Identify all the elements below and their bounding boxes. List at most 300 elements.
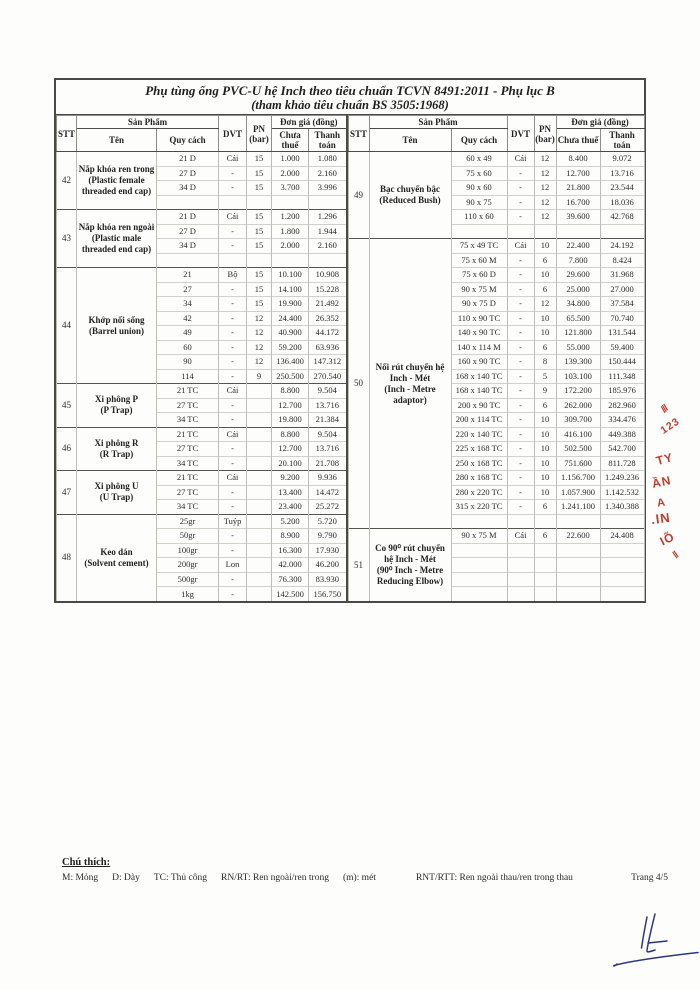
unit-cell: Cái <box>219 152 247 167</box>
price-with-tax-cell: 1.142.532 <box>600 485 644 500</box>
pn-cell: 15 <box>247 224 272 239</box>
col-header-dvt: DVT <box>507 116 534 152</box>
pn-cell: 12 <box>247 311 272 326</box>
unit-cell: - <box>507 471 534 486</box>
price-before-tax-cell <box>556 587 600 602</box>
price-with-tax-cell <box>600 224 644 239</box>
pn-cell <box>534 224 556 239</box>
price-with-tax-cell <box>600 514 644 529</box>
spec-cell <box>451 514 507 529</box>
pn-cell: 15 <box>247 297 272 312</box>
stt-cell: 46 <box>57 427 77 471</box>
red-stamp-partial <box>648 400 700 570</box>
spec-cell: 500gr <box>157 572 219 587</box>
pn-cell: 10 <box>534 485 556 500</box>
table-row <box>57 268 347 283</box>
unit-cell: - <box>219 224 247 239</box>
price-before-tax-cell: 250.500 <box>272 369 309 384</box>
pn-cell: 12 <box>247 340 272 355</box>
price-with-tax-cell: 46.200 <box>309 558 347 573</box>
spec-cell <box>451 572 507 587</box>
price-before-tax-cell <box>556 558 600 573</box>
col-header-chua-thue: Chưa thuế <box>556 129 600 152</box>
pn-cell: 6 <box>534 253 556 268</box>
stt-cell: 45 <box>57 384 77 428</box>
price-with-tax-cell: 9.072 <box>600 152 644 167</box>
price-before-tax-cell: 121.800 <box>556 326 600 341</box>
table-title-line2: (tham khảo tiêu chuẩn BS 3505:1968) <box>251 98 449 112</box>
price-before-tax-cell: 34.800 <box>556 297 600 312</box>
pn-cell: 12 <box>534 210 556 225</box>
price-with-tax-cell: 9.790 <box>309 529 347 544</box>
pn-cell <box>534 572 556 587</box>
price-before-tax-cell: 1.200 <box>272 210 309 225</box>
table-body-right <box>348 152 644 602</box>
price-with-tax-cell: 13.716 <box>309 442 347 457</box>
price-before-tax-cell: 502.500 <box>556 442 600 457</box>
unit-cell <box>507 572 534 587</box>
unit-cell: - <box>219 369 247 384</box>
pn-label: PN <box>253 123 266 134</box>
unit-cell <box>507 587 534 602</box>
col-header-ten: Tên <box>77 129 157 152</box>
price-with-tax-cell: 2.160 <box>309 239 347 254</box>
spec-cell: 27 <box>157 282 219 297</box>
table-row <box>57 427 347 442</box>
spec-cell: 34 TC <box>157 456 219 471</box>
spec-cell: 110 x 90 TC <box>451 311 507 326</box>
price-before-tax-cell: 142.500 <box>272 587 309 602</box>
col-header-stt: STT <box>57 116 77 152</box>
table-row <box>348 529 644 544</box>
pn-cell: 6 <box>534 282 556 297</box>
abbr-rntrtt: RNT/RTT: Ren ngoài thau/ren trong thau <box>415 873 573 883</box>
unit-cell: - <box>219 572 247 587</box>
pn-cell: 15 <box>247 282 272 297</box>
price-before-tax-cell <box>556 514 600 529</box>
unit-cell: - <box>507 210 534 225</box>
footnote-heading: Chú thích: <box>62 857 111 868</box>
unit-cell <box>507 224 534 239</box>
pn-cell: 6 <box>534 398 556 413</box>
spec-cell: 21 TC <box>157 384 219 399</box>
col-header-quy-cach: Quy cách <box>157 129 219 152</box>
spec-cell: 21 TC <box>157 471 219 486</box>
spec-cell: 75 x 60 D <box>451 268 507 283</box>
price-before-tax-cell: 8.400 <box>556 152 600 167</box>
price-before-tax-cell <box>272 253 309 268</box>
spec-cell: 34 D <box>157 181 219 196</box>
price-with-tax-cell <box>600 558 644 573</box>
price-before-tax-cell: 16.300 <box>272 543 309 558</box>
unit-cell: - <box>219 166 247 181</box>
price-before-tax-cell: 10.100 <box>272 268 309 283</box>
stt-cell: 42 <box>57 152 77 210</box>
pn-cell: 10 <box>534 239 556 254</box>
pn-cell <box>534 514 556 529</box>
spec-cell: 21 D <box>157 152 219 167</box>
price-before-tax-cell: 40.900 <box>272 326 309 341</box>
unit-cell: - <box>507 166 534 181</box>
price-with-tax-cell <box>600 587 644 602</box>
pn-cell: 15 <box>247 152 272 167</box>
col-header-dvt: DVT <box>219 116 247 152</box>
unit-cell: - <box>507 311 534 326</box>
price-with-tax-cell: 17.930 <box>309 543 347 558</box>
spec-cell: 160 x 90 TC <box>451 355 507 370</box>
pn-cell <box>247 543 272 558</box>
unit-cell: Tuýp <box>219 514 247 529</box>
price-table-frame <box>54 78 646 603</box>
tables-row <box>56 115 644 601</box>
price-with-tax-cell <box>309 195 347 210</box>
unit-cell: - <box>219 282 247 297</box>
unit-cell: - <box>219 326 247 341</box>
pn-cell: 10 <box>534 442 556 457</box>
spec-cell: 21 TC <box>157 427 219 442</box>
pn-cell: 15 <box>247 239 272 254</box>
pn-cell <box>247 398 272 413</box>
pn-cell <box>534 587 556 602</box>
price-before-tax-cell: 1.156.700 <box>556 471 600 486</box>
stamp-fragment: IÕ <box>657 529 677 549</box>
price-before-tax-cell: 16.700 <box>556 195 600 210</box>
price-before-tax-cell: 2.000 <box>272 239 309 254</box>
price-with-tax-cell: 13.716 <box>309 398 347 413</box>
unit-cell: - <box>507 181 534 196</box>
unit-cell: - <box>507 442 534 457</box>
table-header-right <box>348 116 644 152</box>
price-with-tax-cell: 811.728 <box>600 456 644 471</box>
price-with-tax-cell: 8.424 <box>600 253 644 268</box>
unit-cell: - <box>507 355 534 370</box>
price-before-tax-cell: 136.400 <box>272 355 309 370</box>
col-header-ten: Tên <box>369 129 451 152</box>
unit-cell: Cái <box>507 239 534 254</box>
pn-cell <box>247 471 272 486</box>
pn-cell <box>247 442 272 457</box>
spec-cell: 27 TC <box>157 442 219 457</box>
unit-cell <box>507 558 534 573</box>
table-row <box>57 471 347 486</box>
price-with-tax-cell: 5.720 <box>309 514 347 529</box>
spec-cell <box>157 195 219 210</box>
unit-cell: Lon <box>219 558 247 573</box>
price-with-tax-cell: 282.960 <box>600 398 644 413</box>
unit-cell: - <box>219 297 247 312</box>
stt-cell: 48 <box>57 514 77 601</box>
col-header-san-pham: Sản Phẩm <box>369 116 507 129</box>
pn-cell: 5 <box>534 369 556 384</box>
spec-cell: 90 <box>157 355 219 370</box>
pn-cell <box>247 500 272 515</box>
price-before-tax-cell: 39.600 <box>556 210 600 225</box>
pn-cell: 9 <box>247 369 272 384</box>
price-before-tax-cell: 21.800 <box>556 181 600 196</box>
price-with-tax-cell: 334.476 <box>600 413 644 428</box>
pn-cell: 10 <box>534 427 556 442</box>
unit-cell: - <box>507 485 534 500</box>
col-header-don-gia: Đơn giá (đồng) <box>272 116 347 129</box>
table-row <box>57 514 347 529</box>
pn-unit-label: (bar) <box>249 133 269 144</box>
col-header-pn <box>534 116 556 152</box>
spec-cell: 250 x 168 TC <box>451 456 507 471</box>
pn-cell <box>247 384 272 399</box>
product-name-cell: Co 90⁰ rút chuyển hệ Inch - Mét (90⁰ Inch - Metre Reducing Elbow) <box>369 529 451 602</box>
price-with-tax-cell: 59.400 <box>600 340 644 355</box>
price-with-tax-cell: 9.504 <box>309 384 347 399</box>
pn-cell: 12 <box>534 195 556 210</box>
product-name-cell: Xi phông R (R Trap) <box>77 427 157 471</box>
price-before-tax-cell: 172.200 <box>556 384 600 399</box>
signature-ink <box>605 900 700 975</box>
pn-cell: 10 <box>534 456 556 471</box>
pn-cell <box>247 195 272 210</box>
pn-cell <box>247 427 272 442</box>
spec-cell: 75 x 60 M <box>451 253 507 268</box>
price-before-tax-cell: 262.000 <box>556 398 600 413</box>
col-header-chua-thue: Chưa thuế <box>272 129 309 152</box>
price-before-tax-cell: 12.700 <box>556 166 600 181</box>
spec-cell: 168 x 140 TC <box>451 369 507 384</box>
col-header-san-pham: Sản Phẩm <box>77 116 219 129</box>
price-before-tax-cell: 19.900 <box>272 297 309 312</box>
price-with-tax-cell: 156.750 <box>309 587 347 602</box>
unit-cell <box>219 253 247 268</box>
spec-cell: 27 TC <box>157 485 219 500</box>
price-with-tax-cell: 42.768 <box>600 210 644 225</box>
spec-cell: 168 x 140 TC <box>451 384 507 399</box>
price-with-tax-cell: 31.968 <box>600 268 644 283</box>
spec-cell <box>451 587 507 602</box>
price-with-tax-cell: 21.384 <box>309 413 347 428</box>
unit-cell: - <box>507 427 534 442</box>
price-before-tax-cell: 8.800 <box>272 384 309 399</box>
unit-cell: - <box>507 268 534 283</box>
spec-cell: 110 x 60 <box>451 210 507 225</box>
spec-cell: 114 <box>157 369 219 384</box>
pn-cell: 10 <box>534 413 556 428</box>
price-with-tax-cell: 15.228 <box>309 282 347 297</box>
price-with-tax-cell: 147.312 <box>309 355 347 370</box>
unit-cell: - <box>219 340 247 355</box>
pn-cell <box>247 558 272 573</box>
price-table-right <box>348 115 645 601</box>
abbr-d: D: Dày <box>112 873 140 883</box>
table-row <box>57 384 347 399</box>
pn-cell: 9 <box>534 384 556 399</box>
pn-cell: 12 <box>247 326 272 341</box>
product-name-cell: Khớp nối sống (Barrel union) <box>77 268 157 384</box>
price-before-tax-cell: 309.700 <box>556 413 600 428</box>
pn-cell: 15 <box>247 268 272 283</box>
stt-cell: 51 <box>348 529 369 602</box>
abbr-m: M: Mỏng <box>62 873 99 883</box>
spec-cell: 34 D <box>157 239 219 254</box>
price-with-tax-cell <box>309 253 347 268</box>
pn-cell <box>247 485 272 500</box>
stamp-fragment: .IN <box>650 509 672 528</box>
price-before-tax-cell: 76.300 <box>272 572 309 587</box>
spec-cell: 42 <box>157 311 219 326</box>
spec-cell: 34 TC <box>157 413 219 428</box>
pn-cell <box>247 456 272 471</box>
pn-cell: 15 <box>247 210 272 225</box>
price-with-tax-cell: 270.540 <box>309 369 347 384</box>
pn-cell: 10 <box>534 326 556 341</box>
pn-cell <box>534 558 556 573</box>
product-name-cell: Nắp khóa ren ngoài (Plastic male threaded end cap) <box>77 210 157 268</box>
abbr-rnrt: RN/RT: Ren ngoài/ren trong <box>221 873 329 883</box>
footnote-abbreviations <box>62 873 672 883</box>
spec-cell: 140 x 90 TC <box>451 326 507 341</box>
pn-cell: 8 <box>534 355 556 370</box>
unit-cell: - <box>507 500 534 515</box>
price-before-tax-cell: 1.241.100 <box>556 500 600 515</box>
table-body-left <box>57 152 347 602</box>
price-with-tax-cell: 70.740 <box>600 311 644 326</box>
price-before-tax-cell: 13.400 <box>272 485 309 500</box>
stt-cell: 47 <box>57 471 77 515</box>
price-before-tax-cell: 2.000 <box>272 166 309 181</box>
pn-cell: 12 <box>534 152 556 167</box>
unit-cell: Cái <box>507 529 534 544</box>
spec-cell: 50gr <box>157 529 219 544</box>
pn-cell <box>247 253 272 268</box>
product-name-cell: Keo dán (Solvent cement) <box>77 514 157 601</box>
price-with-tax-cell: 13.716 <box>600 166 644 181</box>
pn-cell <box>534 543 556 558</box>
unit-cell: - <box>219 485 247 500</box>
pn-cell <box>247 529 272 544</box>
stamp-fragment: /// <box>659 403 671 416</box>
spec-cell: 27 D <box>157 224 219 239</box>
price-with-tax-cell: 63.936 <box>309 340 347 355</box>
pn-cell <box>247 587 272 602</box>
pn-cell <box>247 413 272 428</box>
product-name-cell: Xi phông U (U Trap) <box>77 471 157 515</box>
product-name-cell: Bạc chuyển bậc (Reduced Bush) <box>369 152 451 239</box>
spec-cell: 27 D <box>157 166 219 181</box>
price-before-tax-cell: 29.600 <box>556 268 600 283</box>
spec-cell <box>451 558 507 573</box>
table-header-left <box>57 116 347 152</box>
spec-cell: 90 x 60 <box>451 181 507 196</box>
price-with-tax-cell: 131.544 <box>600 326 644 341</box>
price-before-tax-cell: 103.100 <box>556 369 600 384</box>
price-with-tax-cell: 9.504 <box>309 427 347 442</box>
price-with-tax-cell: 26.352 <box>309 311 347 326</box>
price-with-tax-cell: 542.700 <box>600 442 644 457</box>
unit-cell: - <box>219 398 247 413</box>
spec-cell <box>451 224 507 239</box>
unit-cell: - <box>219 500 247 515</box>
price-before-tax-cell: 1.800 <box>272 224 309 239</box>
price-with-tax-cell: 21.708 <box>309 456 347 471</box>
price-before-tax-cell: 751.600 <box>556 456 600 471</box>
pn-cell <box>247 572 272 587</box>
spec-cell <box>451 543 507 558</box>
spec-cell: 60 x 49 <box>451 152 507 167</box>
col-header-stt: STT <box>348 116 369 152</box>
stamp-fragment: TY <box>654 449 675 469</box>
spec-cell: 220 x 140 TC <box>451 427 507 442</box>
abbr-tc: TC: Thủ công <box>153 873 208 883</box>
col-header-thanh-toan: Thanh toán <box>309 129 347 152</box>
pn-cell: 15 <box>247 166 272 181</box>
price-before-tax-cell: 3.700 <box>272 181 309 196</box>
price-table-left <box>56 115 348 601</box>
pn-unit-label: (bar) <box>535 133 555 144</box>
abbr-met: (m): mét <box>342 873 376 883</box>
col-header-pn <box>247 116 272 152</box>
unit-cell: - <box>219 413 247 428</box>
pn-cell: 6 <box>534 529 556 544</box>
unit-cell: - <box>507 413 534 428</box>
stt-cell: 43 <box>57 210 77 268</box>
price-before-tax-cell: 55.000 <box>556 340 600 355</box>
spec-cell: 90 x 75 D <box>451 297 507 312</box>
spec-cell: 21 D <box>157 210 219 225</box>
table-row <box>57 152 347 167</box>
price-with-tax-cell: 27.000 <box>600 282 644 297</box>
col-header-quy-cach: Quy cách <box>451 129 507 152</box>
table-row <box>348 239 644 254</box>
price-with-tax-cell: 44.172 <box>309 326 347 341</box>
unit-cell: - <box>219 529 247 544</box>
price-with-tax-cell: 449.388 <box>600 427 644 442</box>
price-before-tax-cell: 25.000 <box>556 282 600 297</box>
unit-cell: Cái <box>507 152 534 167</box>
col-header-don-gia: Đơn giá (đồng) <box>556 116 644 129</box>
spec-cell: 280 x 220 TC <box>451 485 507 500</box>
price-before-tax-cell <box>556 572 600 587</box>
stamp-fragment: 123 <box>658 415 683 437</box>
price-with-tax-cell: 1.080 <box>309 152 347 167</box>
price-before-tax-cell: 8.900 <box>272 529 309 544</box>
price-with-tax-cell <box>600 543 644 558</box>
pn-cell: 12 <box>247 355 272 370</box>
unit-cell <box>507 514 534 529</box>
price-before-tax-cell: 416.100 <box>556 427 600 442</box>
price-before-tax-cell <box>556 543 600 558</box>
footnote <box>62 857 672 883</box>
pn-cell: 12 <box>534 181 556 196</box>
spec-cell: 27 TC <box>157 398 219 413</box>
unit-cell <box>507 543 534 558</box>
price-with-tax-cell: 1.944 <box>309 224 347 239</box>
product-name-cell: Xi phông P (P Trap) <box>77 384 157 428</box>
price-before-tax-cell: 14.100 <box>272 282 309 297</box>
price-with-tax-cell: 1.249.236 <box>600 471 644 486</box>
price-before-tax-cell: 20.100 <box>272 456 309 471</box>
spec-cell: 60 <box>157 340 219 355</box>
table-title <box>56 80 644 115</box>
pn-cell: 12 <box>534 297 556 312</box>
page-number: Trang 4/5 <box>631 873 668 883</box>
unit-cell: - <box>219 181 247 196</box>
price-with-tax-cell: 150.444 <box>600 355 644 370</box>
price-before-tax-cell: 12.700 <box>272 398 309 413</box>
price-before-tax-cell: 139.300 <box>556 355 600 370</box>
price-before-tax-cell: 12.700 <box>272 442 309 457</box>
spec-cell: 100gr <box>157 543 219 558</box>
price-before-tax-cell: 1.000 <box>272 152 309 167</box>
product-name-cell: Nối rút chuyển hệ Inch - Mét (Inch - Metre adaptor) <box>369 239 451 529</box>
spec-cell: 25gr <box>157 514 219 529</box>
unit-cell: Cái <box>219 427 247 442</box>
